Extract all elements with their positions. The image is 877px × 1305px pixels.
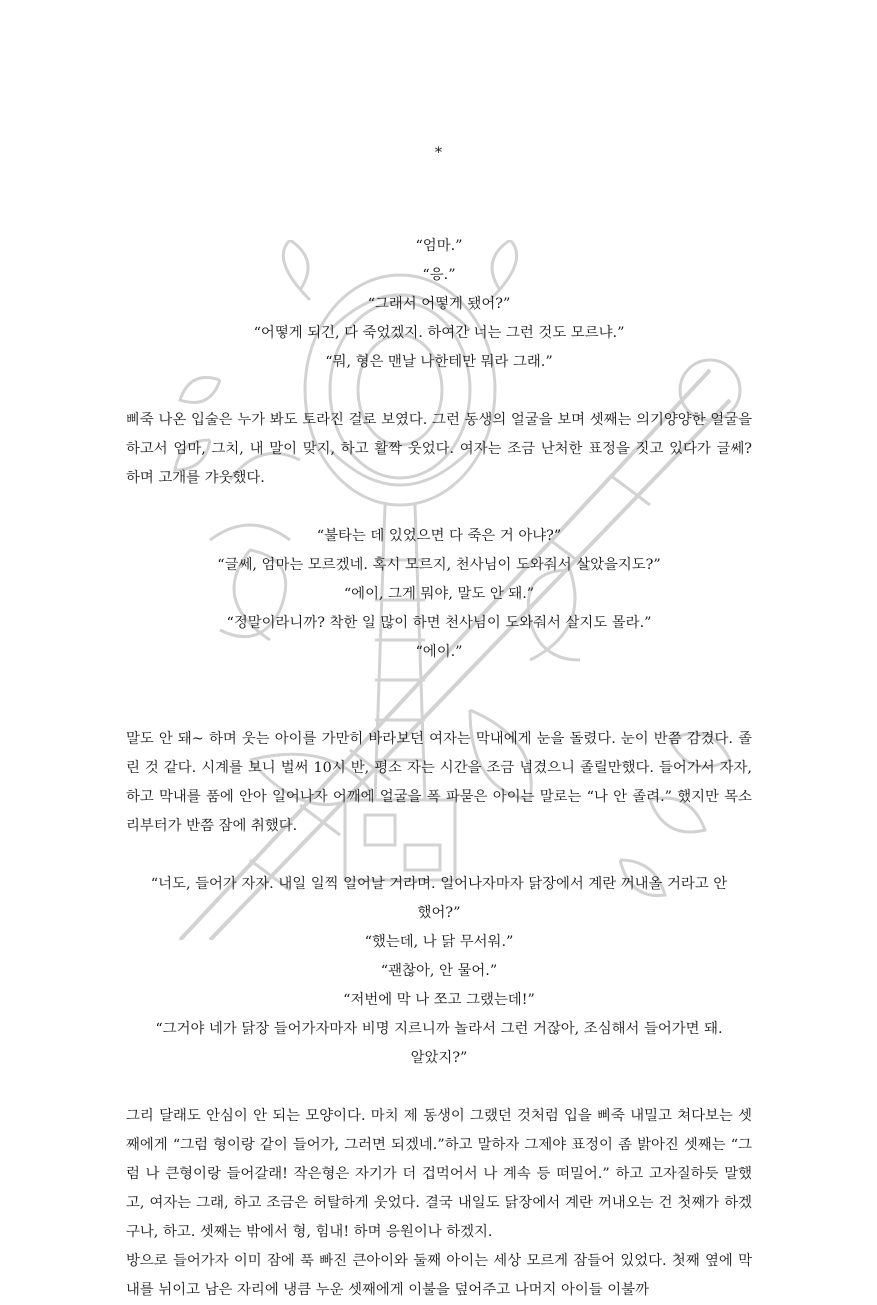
dialogue-line: 알았지?” — [410, 1050, 468, 1066]
dialogue-line: 했어?” — [417, 905, 461, 921]
dialogue-block — [126, 522, 752, 667]
narration-paragraph: 말도 안 돼~ 하며 웃는 아이를 가만히 바라보던 여자는 막내에게 눈을 돌렸다. 눈이 반쯤 감겼다. 졸린 것 같다. 시계를 보니 벌써 10시 반, 평소 자는 시간을 조금 넘겼으니 졸릴만했다. 들어가서 자자, 하고 막내를 품에 안아 일어나자 어깨에 얼굴을 폭 파묻은 아이는 말로는 “나 안 졸려.” 했지만 목소리부터가 반쯤 잠에 취했다. — [126, 731, 752, 834]
dialogue-line: “정말이라니까? 착한 일 많이 하면 천사님이 도와줘서 살지도 몰라.” — [226, 615, 652, 631]
dialogue-line: “했는데, 나 닭 무서워.” — [364, 934, 514, 950]
dialogue-block — [126, 870, 752, 1073]
dialogue-line: “너도, 들어가 자자. 내일 일찍 일어날 거라며. 일어나자마자 닭장에서 계란 꺼내올 거라고 안 — [150, 876, 728, 892]
dialogue-block — [126, 232, 752, 377]
dialogue-line: “불타는 데 있었으면 다 죽은 거 아냐?” — [316, 528, 562, 544]
dialogue-line: “괜찮아, 안 물어.” — [380, 963, 498, 979]
dialogue-line: “에이, 그게 뭐야, 말도 안 돼.” — [343, 586, 535, 602]
dialogue-line: “뭐, 형은 맨날 나한테만 뭐라 그래.” — [325, 354, 553, 370]
dialogue-line: “그거야 네가 닭장 들어가자마자 비명 지르니까 놀라서 그런 거잖아, 조심해서 들어가면 돼. — [155, 1021, 723, 1037]
section-separator: * — [434, 145, 443, 161]
dialogue-line: “에이.” — [415, 644, 463, 660]
dialogue-line: “어떻게 되긴, 다 죽었겠지. 하여간 너는 그런 것도 모르냐.” — [253, 325, 625, 341]
dialogue-line: “저번에 막 나 쪼고 그랬는데!” — [343, 992, 535, 1008]
dialogue-line: “그래서 어떻게 됐어?” — [367, 296, 511, 312]
narration-paragraph: 그리 달래도 안심이 안 되는 모양이다. 마치 제 동생이 그랬던 것처럼 입을 삐죽 내밀고 쳐다보는 셋째에게 “그럼 형이랑 같이 들어가, 그러면 되겠네.”하고 말하자 그제야 표정이 좀 밝아진 셋째는 “그럼 나 큰형이랑 들어갈래! 작은형은 자기가 더 겁먹어서 나 계속 등 떠밀어.” 하고 고자질하듯 말했고, 여자는 그래, 하고 조금은 허탈하게 웃었다. 결국 내일도 닭장에서 계란 꺼내오는 건 첫째가 하겠구나, 하고. 셋째는 밖에서 형, 힘내! 하며 응원이나 하겠지. — [126, 1108, 752, 1240]
dialogue-line: “응.” — [422, 267, 456, 283]
narration-paragraph: 삐죽 나온 입술은 누가 봐도 토라진 걸로 보였다. 그런 동생의 얼굴을 보며 셋째는 의기양양한 얼굴을 하고서 엄마, 그치, 내 말이 맞지, 하고 활짝 웃었다. 여자는 조금 난처한 표정을 짓고 있다가 글쎄? 하며 고개를 갸웃했다. — [126, 412, 752, 486]
narration-paragraph: 방으로 들어가자 이미 잠에 푹 빠진 큰아이와 둘째 아이는 세상 모르게 잠들어 있었다. 첫째 옆에 막내를 뉘이고 남은 자리에 냉큼 누운 셋째에게 이불을 덮어주고 나머지 아이들 이불까 — [126, 1253, 752, 1298]
body-text — [126, 232, 752, 1305]
dialogue-line: “글쎄, 엄마는 모르겠네. 혹시 모르지, 천사님이 도와줘서 살았을지도?” — [217, 557, 661, 573]
dialogue-line: “엄마.” — [415, 238, 463, 254]
